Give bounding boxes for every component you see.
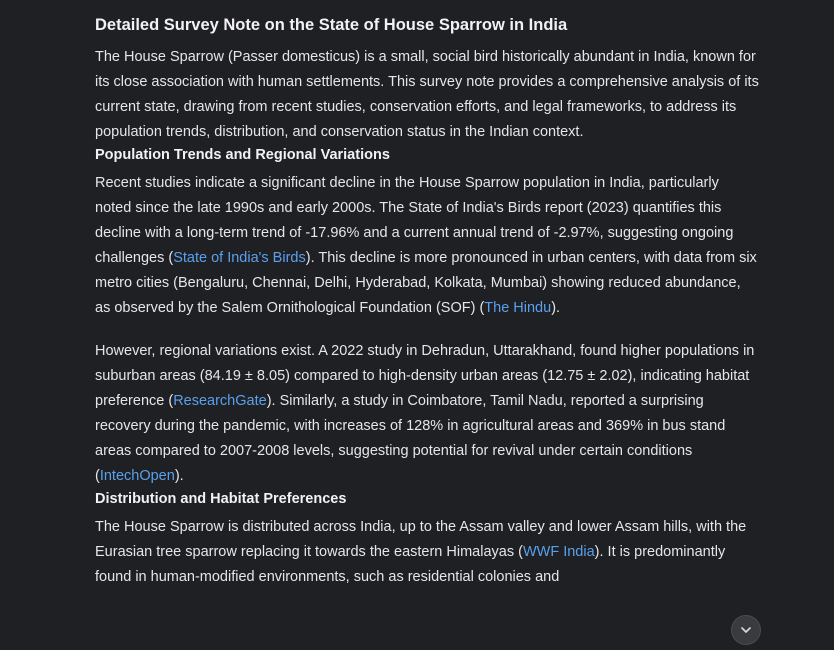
paragraph-text: The House Sparrow is distributed across India, up to the Assam valley and lower Assam hills, with the Eurasian tree sparrow replacing it towards the eastern Himalayas ( — [95, 519, 747, 560]
distribution-paragraph-1 — [95, 515, 759, 590]
citation-link-wwf-india[interactable]: WWF India — [522, 544, 595, 560]
survey-note — [95, 0, 759, 590]
scroll-to-bottom-button[interactable] — [731, 615, 761, 645]
paragraph-text: ). — [174, 468, 184, 484]
paragraph-text: ). Similarly, a study in Coimbatore, Tamil Nadu, reported a surprising recovery during the pandemic, with increases of 128% in agricultural areas and 369% in bus stand areas compared to 2007-2008 levels, suggesting potential for revival under certain conditions ( — [95, 393, 726, 484]
citation-link-intechopen[interactable]: IntechOpen — [99, 468, 175, 484]
paragraph-text: ). — [551, 300, 561, 316]
population-paragraph-2 — [95, 339, 759, 489]
intro-paragraph: The House Sparrow (Passer domesticus) is a small, social bird historically abundant in India, known for its close association with human settlements. This survey note provides a comprehensive analysis of its current state, drawing from recent studies, conservation efforts, and legal frameworks, to address its population trends, distribution, and conservation status in the Indian context. — [95, 49, 759, 140]
paragraph-text: ). It is predominantly found in human-modified environments, such as residential colonies and — [95, 544, 726, 585]
citation-link-state-of-indias-birds[interactable]: State of India's Birds — [173, 250, 306, 266]
citation-link-the-hindu[interactable]: The Hindu — [484, 300, 552, 316]
population-paragraph-1 — [95, 171, 759, 321]
page-title: Detailed Survey Note on the State of House Sparrow in India — [95, 16, 568, 34]
section-heading-distribution: Distribution and Habitat Preferences — [95, 491, 347, 507]
chevron-down-icon — [739, 623, 753, 637]
paragraph-text: Recent studies indicate a significant decline in the House Sparrow population in India, particularly noted since the late 1990s and early 2000s. The State of India's Birds report (2023) quantifies this decline with a long-term trend of -17.96% and a current annual trend of -2.97%, suggesting ongoing challenges ( — [95, 175, 734, 266]
citation-link-researchgate[interactable]: ResearchGate — [173, 393, 267, 409]
paragraph-text: ). This decline is more pronounced in urban centers, with data from six metro cities (Bengaluru, Chennai, Delhi, Hyderabad, Kolkata, Mumbai) showing reduced abundance, as observed by the Salem Ornithological Foundation (SOF) ( — [95, 250, 757, 316]
paragraph-text: However, regional variations exist. A 2022 study in Dehradun, Uttarakhand, found higher populations in suburban areas (84.19 ± 8.05) compared to high-density urban areas (12.75 ± 2.02), indicating habitat preference ( — [95, 343, 755, 409]
section-heading-population: Population Trends and Regional Variations — [95, 147, 390, 163]
